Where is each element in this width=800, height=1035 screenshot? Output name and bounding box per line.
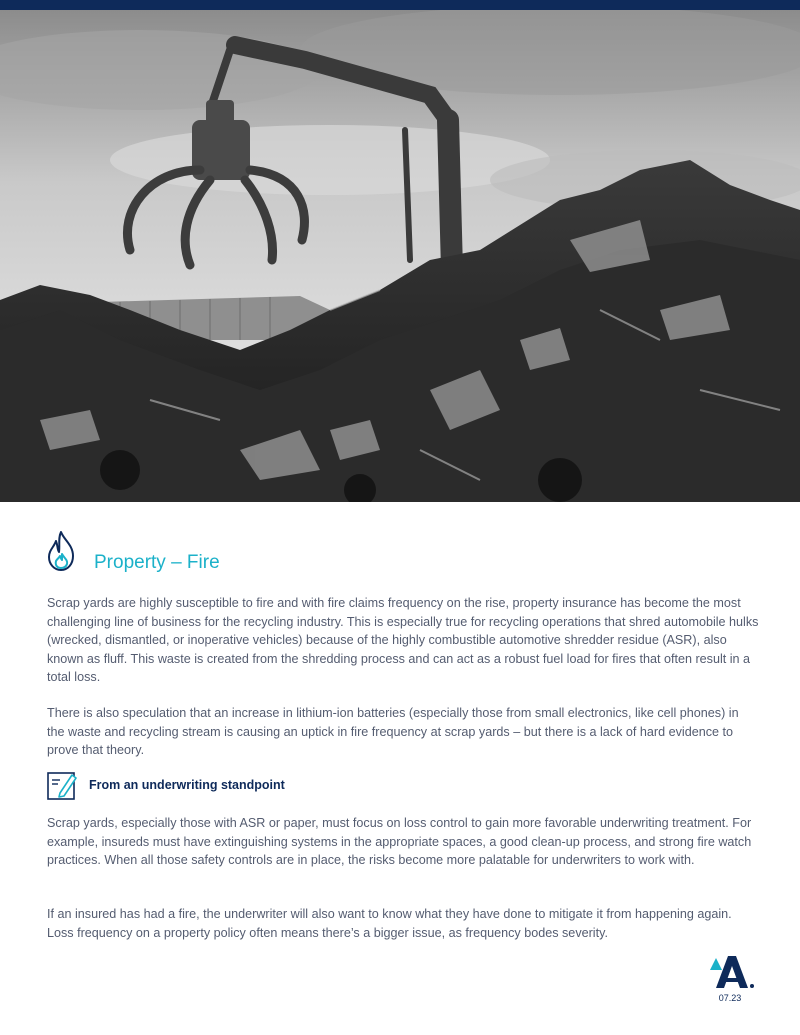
flame-icon bbox=[46, 530, 78, 572]
company-logo-icon bbox=[708, 954, 756, 990]
body-paragraph: Scrap yards, especially those with ASR or paper, must focus on loss control to gain more favorable underwriting treatment. For example, insureds must have extinguishing systems in the appropriate spaces, a good clean-up process, and strong fire watch practices. When all those safety controls are in place, the risks become more palatable for underwriters to work with. bbox=[47, 816, 752, 867]
body-paragraph: Scrap yards are highly susceptible to fire and with fire claims frequency on the rise, property insurance has become the most challenging line of business for the recycling industry. This is especially true for recycling operations that shred automobile hulks (wrecked, dismantled, or inoperative vehicles) because of the highly combustible automotive shredder residue (ASR), also known as fluff. This waste is created from the shredding process and can act as a robust fuel load for fires that often result in a total loss. bbox=[47, 596, 759, 684]
hero-photo bbox=[0, 10, 800, 502]
section-title: Property – Fire bbox=[94, 552, 220, 573]
page-code: 07.23 bbox=[718, 993, 742, 1003]
top-bar bbox=[0, 0, 800, 10]
document-pen-icon bbox=[47, 771, 77, 801]
underwriting-title: From an underwriting standpoint bbox=[89, 778, 285, 792]
body-paragraph: There is also speculation that an increase in lithium-ion batteries (especially those from small electronics, like cell phones) in the waste and recycling stream is causing an uptick in fire frequency at scrap yards – but there is a lack of hard evidence to prove that theory. bbox=[47, 706, 739, 757]
body-paragraph: If an insured has had a fire, the underwriter will also want to know what they have done to mitigate it from happening again. Loss frequency on a property policy often means there’s a bigger issue, as frequency bodes severity. bbox=[47, 907, 732, 940]
